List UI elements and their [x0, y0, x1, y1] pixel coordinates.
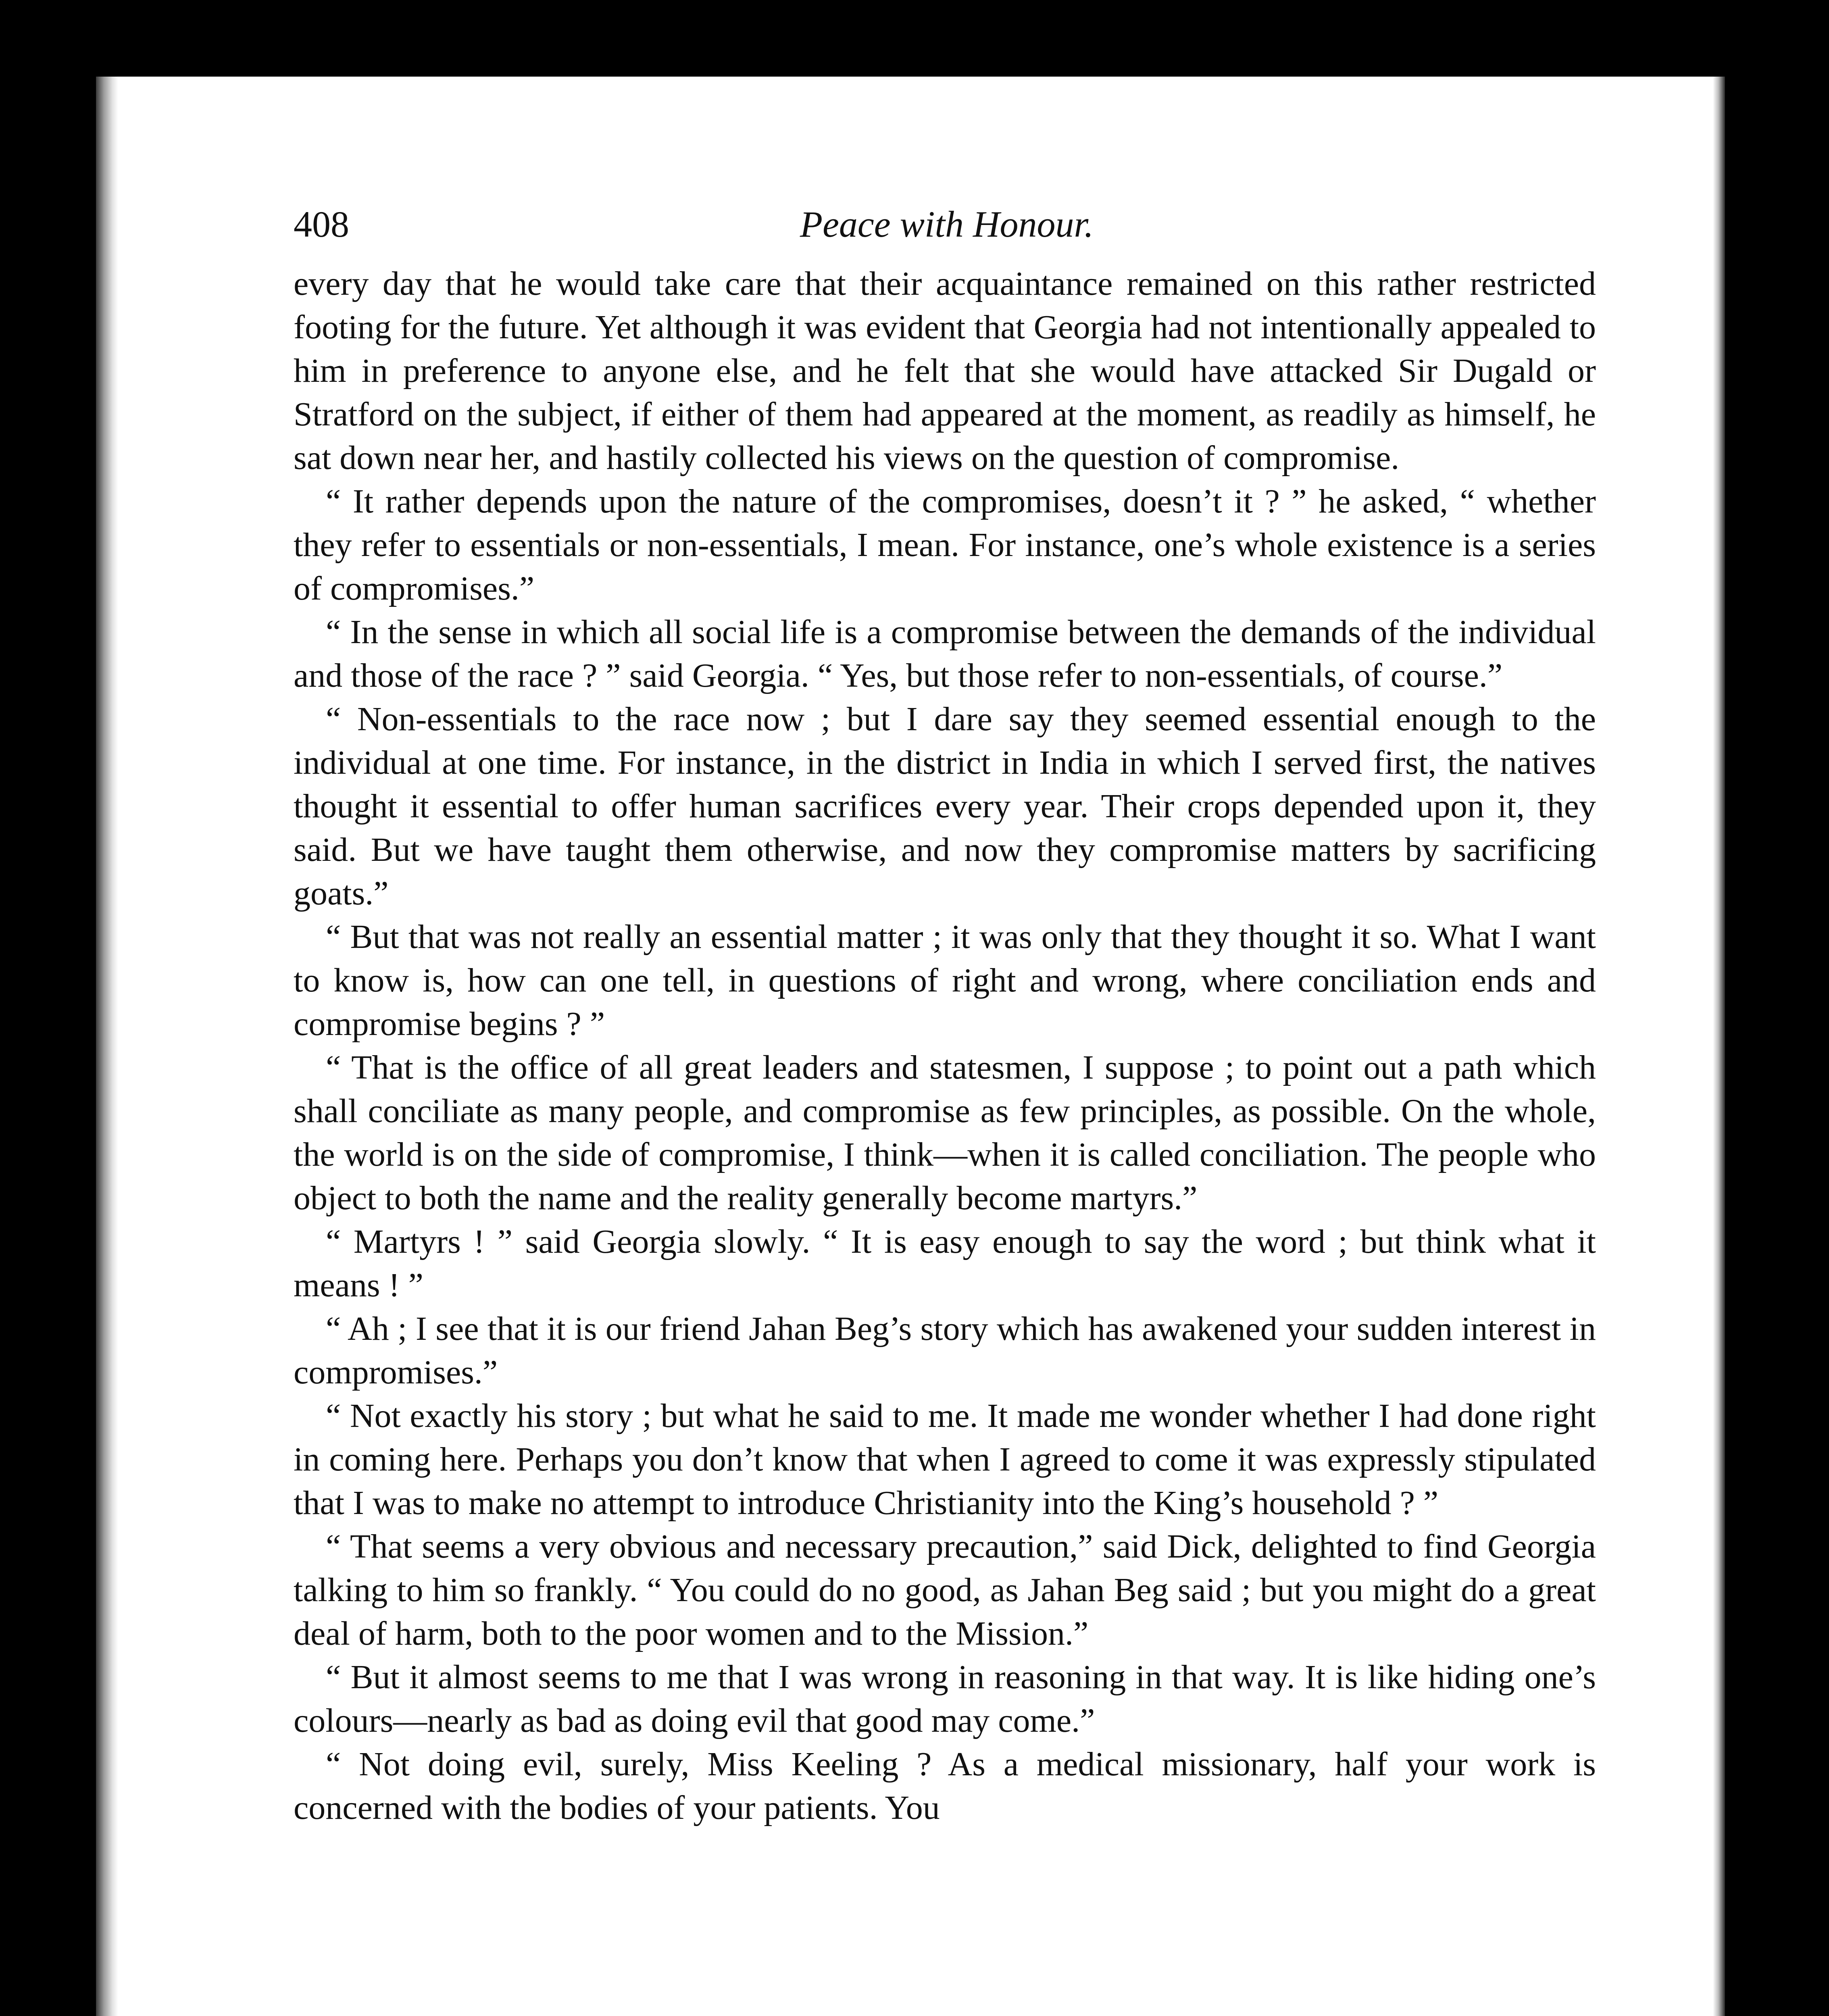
paragraph: “ Martyrs ! ” said Georgia slowly. “ It is easy enough to say the word ; but think what it means ! ” — [294, 1223, 1596, 1304]
paragraph: every day that he would take care that their acquaintance remained on this rather restricted footing for the future. Yet although it was evident that Georgia had not intentionally appealed to him in preference to anyone else, and he felt that she would have attacked Sir Dugald or Stratford on the subject, if either of them had appeared at the moment, as readily as himself, he sat down near her, and hastily collected his views on the question of compromise. — [294, 265, 1596, 477]
paragraph: “ Ah ; I see that it is our friend Jahan Beg’s story which has awakened your sudden interest in compromises.” — [294, 1310, 1596, 1391]
paragraph: “ But that was not really an essential matter ; it was only that they thought it so. What I want to know is, how can one tell, in questions of right and wrong, where conciliation ends and compromise begins ? ” — [294, 918, 1596, 1043]
page-edge-shadow — [1713, 77, 1725, 2016]
running-title: Peace with Honour. — [800, 204, 1094, 245]
page-number: 408 — [294, 204, 349, 245]
paragraph: “ But it almost seems to me that I was wrong in reasoning in that way. It is like hiding one’s colours—nearly as bad as doing evil that good may come.” — [294, 1658, 1596, 1739]
paragraph: “ It rather depends upon the nature of the compromises, doesn’t it ? ” he asked, “ whether they refer to essentials or non-essentials, I mean. For instance, one’s whole existence is a series of compromises.” — [294, 483, 1596, 607]
paragraph: “ Not exactly his story ; but what he said to me. It made me wonder whether I had done right in coming here. Perhaps you don’t know that when I agreed to come it was expressly stipulated that I was to make no attempt to introduce Christianity into the King’s household ? ” — [294, 1397, 1596, 1522]
page-gutter-shadow — [96, 77, 118, 2016]
paragraph: “ That seems a very obvious and necessary precaution,” said Dick, delighted to find Georgia talking to him so frankly. “ You could do no good, as Jahan Beg said ; but you might do a great deal of harm, both to the poor women and to the Mission.” — [294, 1528, 1596, 1652]
book-page — [96, 77, 1725, 2016]
paragraph: “ In the sense in which all social life is a compromise between the demands of the individual and those of the race ? ” said Georgia. “ Yes, but those refer to non-essentials, of course.” — [294, 613, 1596, 694]
paragraph: “ That is the office of all great leaders and statesmen, I suppose ; to point out a path which shall conciliate as many people, and compromise as few principles, as possible. On the whole, the world is on the side of compromise, I think—when it is called conciliation. The people who object to both the name and the reality generally become martyrs.” — [294, 1049, 1596, 1217]
paragraph: “ Non-essentials to the race now ; but I dare say they seemed essential enough to the individual at one time. For instance, in the district in India in which I served first, the natives thought it essential to offer human sacrifices every year. Their crops depended upon it, they said. But we have taught them otherwise, and now they compromise matters by sacrificing goats.” — [294, 700, 1596, 912]
body-text — [294, 262, 1596, 1830]
running-header — [96, 77, 1725, 157]
paragraph: “ Not doing evil, surely, Miss Keeling ? As a medical missionary, half your work is concerned with the bodies of your patients. You — [294, 1745, 1596, 1826]
